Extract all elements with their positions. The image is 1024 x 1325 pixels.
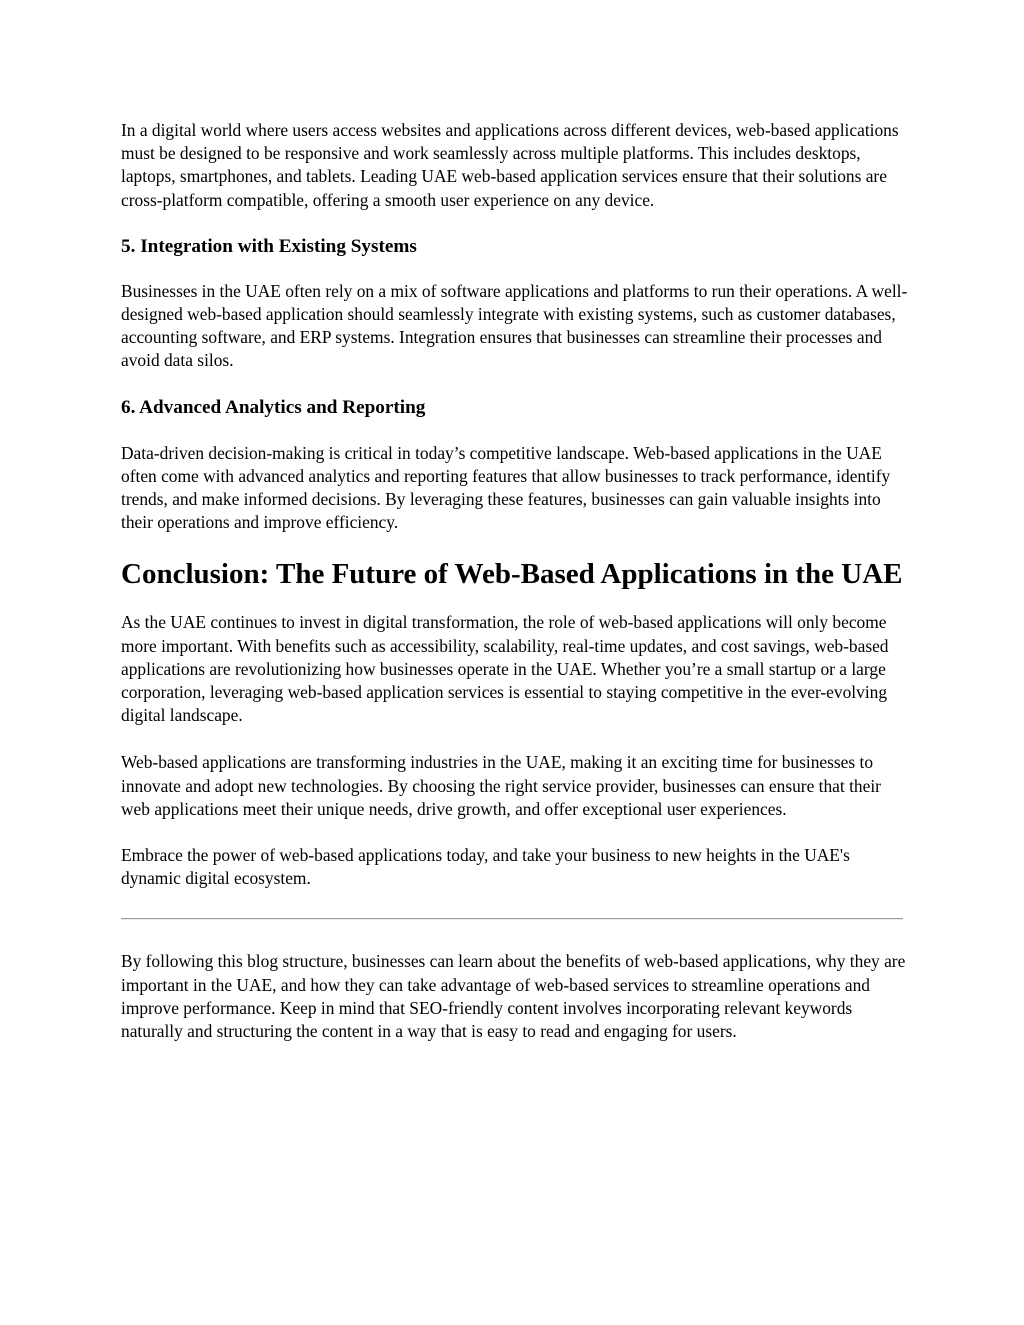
section-6-paragraph: Data-driven decision-making is critical in today’s competitive landscape. Web-based applications in the UAE often come with advanced analytics and reporting features that allow businesses to track performance, identify trends, and make informed decisions. By leveraging these features, businesses can gain valuable insights into their operations and improve efficiency. — [121, 442, 891, 533]
intro-paragraph: In a digital world where users access websites and applications across different devices, web-based applications must be designed to be responsive and work seamlessly across multiple platforms. This includes desktops, laptops, smartphones, and tablets. Leading UAE web-based application services ensure that their solutions are cross-platform compatible, offering a smooth user experience on any device. — [121, 120, 899, 210]
conclusion-paragraph-1: As the UAE continues to invest in digital transformation, the role of web-based applications will only become more important. With benefits such as accessibility, scalability, real-time updates, and cost savings, web-based applications are revolutionizing how businesses operate in the UAE. Whether you’re a small startup or a large corporation, leveraging web-based application services is essential to staying competitive in the ever-evolving digital landscape. — [121, 612, 889, 726]
document-page — [121, 119, 911, 1043]
conclusion-paragraph-3: Embrace the power of web-based applications today, and take your business to new heights in the UAE's dynamic digital ecosystem. — [121, 845, 850, 889]
section-5-paragraph: Businesses in the UAE often rely on a mix of software applications and platforms to run their operations. A well-designed web-based application should seamlessly integrate with existing systems, such as customer databases, accounting software, and ERP systems. Integration ensures that businesses can streamline their processes and avoid data silos. — [121, 280, 908, 371]
footer-note-paragraph: By following this blog structure, businesses can learn about the benefits of web-based applications, why they are important in the UAE, and how they can take advantage of web-based services to streamline operations and improve performance. Keep in mind that SEO-friendly content involves incorporating relevant keywords naturally and structuring the content in a way that is easy to read and engaging for users. — [121, 951, 906, 1042]
section-5-heading: 5. Integration with Existing Systems — [121, 235, 417, 257]
section-6-heading: 6. Advanced Analytics and Reporting — [121, 396, 426, 418]
horizontal-divider — [121, 918, 903, 920]
conclusion-heading: Conclusion: The Future of Web-Based Applications in the UAE — [121, 558, 903, 591]
conclusion-paragraph-2: Web-based applications are transforming industries in the UAE, making it an exciting time for businesses to innovate and adopt new technologies. By choosing the right service provider, businesses can ensure that their web applications meet their unique needs, drive growth, and offer exceptional user experiences. — [121, 752, 881, 819]
